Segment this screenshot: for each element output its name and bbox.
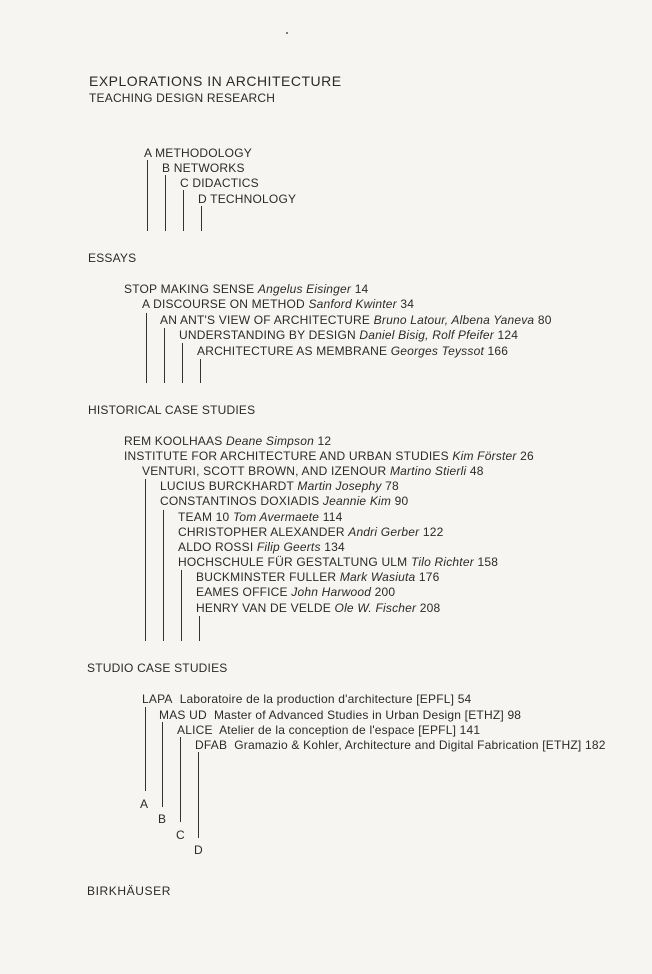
theme-b: B NETWORKS	[162, 161, 245, 175]
studio-line-b	[162, 722, 163, 807]
historical-entry: LUCIUS BURCKHARDT Martin Josephy 78	[160, 479, 399, 493]
studio-marker-a: A	[140, 797, 149, 811]
studio-line-d	[198, 752, 199, 838]
theme-line-c	[183, 190, 184, 231]
essays-line-c	[182, 343, 183, 383]
studio-marker-b: B	[158, 812, 167, 826]
historical-heading: HISTORICAL CASE STUDIES	[88, 403, 256, 417]
historical-entry: CHRISTOPHER ALEXANDER Andri Gerber 122	[178, 525, 444, 539]
publisher-name: BIRKHÄUSER	[87, 884, 172, 898]
essays-line-a	[146, 313, 147, 383]
essay-entry: UNDERSTANDING BY DESIGN Daniel Bisig, Rolf Pfeifer 124	[179, 328, 519, 342]
historical-entry: EAMES OFFICE John Harwood 200	[196, 585, 396, 599]
essays-heading: ESSAYS	[88, 251, 137, 265]
studio-heading: STUDIO CASE STUDIES	[87, 661, 228, 675]
speck	[286, 32, 288, 34]
essays-line-d	[200, 359, 201, 383]
book-subtitle: TEACHING DESIGN RESEARCH	[89, 91, 276, 105]
studio-entry: ALICE Atelier de la conception de l'espace [EPFL] 141	[177, 723, 481, 737]
studio-line-a	[145, 707, 146, 791]
theme-d: D TECHNOLOGY	[198, 192, 297, 206]
essay-entry: ARCHITECTURE AS MEMBRANE Georges Teyssot 166	[197, 344, 509, 358]
theme-c: C DIDACTICS	[180, 176, 259, 190]
historical-entry: ALDO ROSSI Filip Geerts 134	[178, 540, 345, 554]
studio-entry: MAS UD Master of Advanced Studies in Urban Design [ETHZ] 98	[159, 708, 522, 722]
historical-entry: INSTITUTE FOR ARCHITECTURE AND URBAN STUDIES Kim Förster 26	[124, 449, 534, 463]
essay-entry: A DISCOURSE ON METHOD Sanford Kwinter 34	[142, 297, 415, 311]
historical-entry: CONSTANTINOS DOXIADIS Jeannie Kim 90	[160, 494, 409, 508]
theme-line-d	[201, 206, 202, 231]
historical-line-c	[181, 570, 182, 641]
theme-a: A METHODOLOGY	[144, 146, 252, 160]
studio-entry: DFAB Gramazio & Kohler, Architecture and Digital Fabrication [ETHZ] 182	[195, 738, 606, 752]
essays-line-b	[164, 328, 165, 383]
historical-entry: HOCHSCHULE FÜR GESTALTUNG ULM Tilo Richter 158	[178, 555, 499, 569]
historical-line-d	[199, 616, 200, 641]
historical-entry: REM KOOLHAAS Deane Simpson 12	[124, 434, 332, 448]
essay-entry: STOP MAKING SENSE Angelus Eisinger 14	[124, 282, 369, 296]
theme-line-b	[165, 175, 166, 231]
studio-line-c	[180, 737, 181, 822]
theme-line-a	[147, 160, 148, 231]
historical-entry: VENTURI, SCOTT BROWN, AND IZENOUR Martino Stierli 48	[142, 464, 484, 478]
historical-entry: BUCKMINSTER FULLER Mark Wasiuta 176	[196, 570, 440, 584]
studio-marker-d: D	[194, 843, 203, 857]
historical-line-a	[145, 479, 146, 641]
historical-entry: TEAM 10 Tom Avermaete 114	[178, 510, 343, 524]
essay-entry: AN ANT'S VIEW OF ARCHITECTURE Bruno Latour, Albena Yaneva 80	[160, 313, 552, 327]
historical-line-b	[163, 510, 164, 641]
historical-entry: HENRY VAN DE VELDE Ole W. Fischer 208	[196, 601, 441, 615]
studio-marker-c: C	[176, 828, 185, 842]
studio-entry: LAPA Laboratoire de la production d'architecture [EPFL] 54	[142, 692, 472, 706]
book-title: EXPLORATIONS IN ARCHITECTURE	[89, 73, 342, 89]
